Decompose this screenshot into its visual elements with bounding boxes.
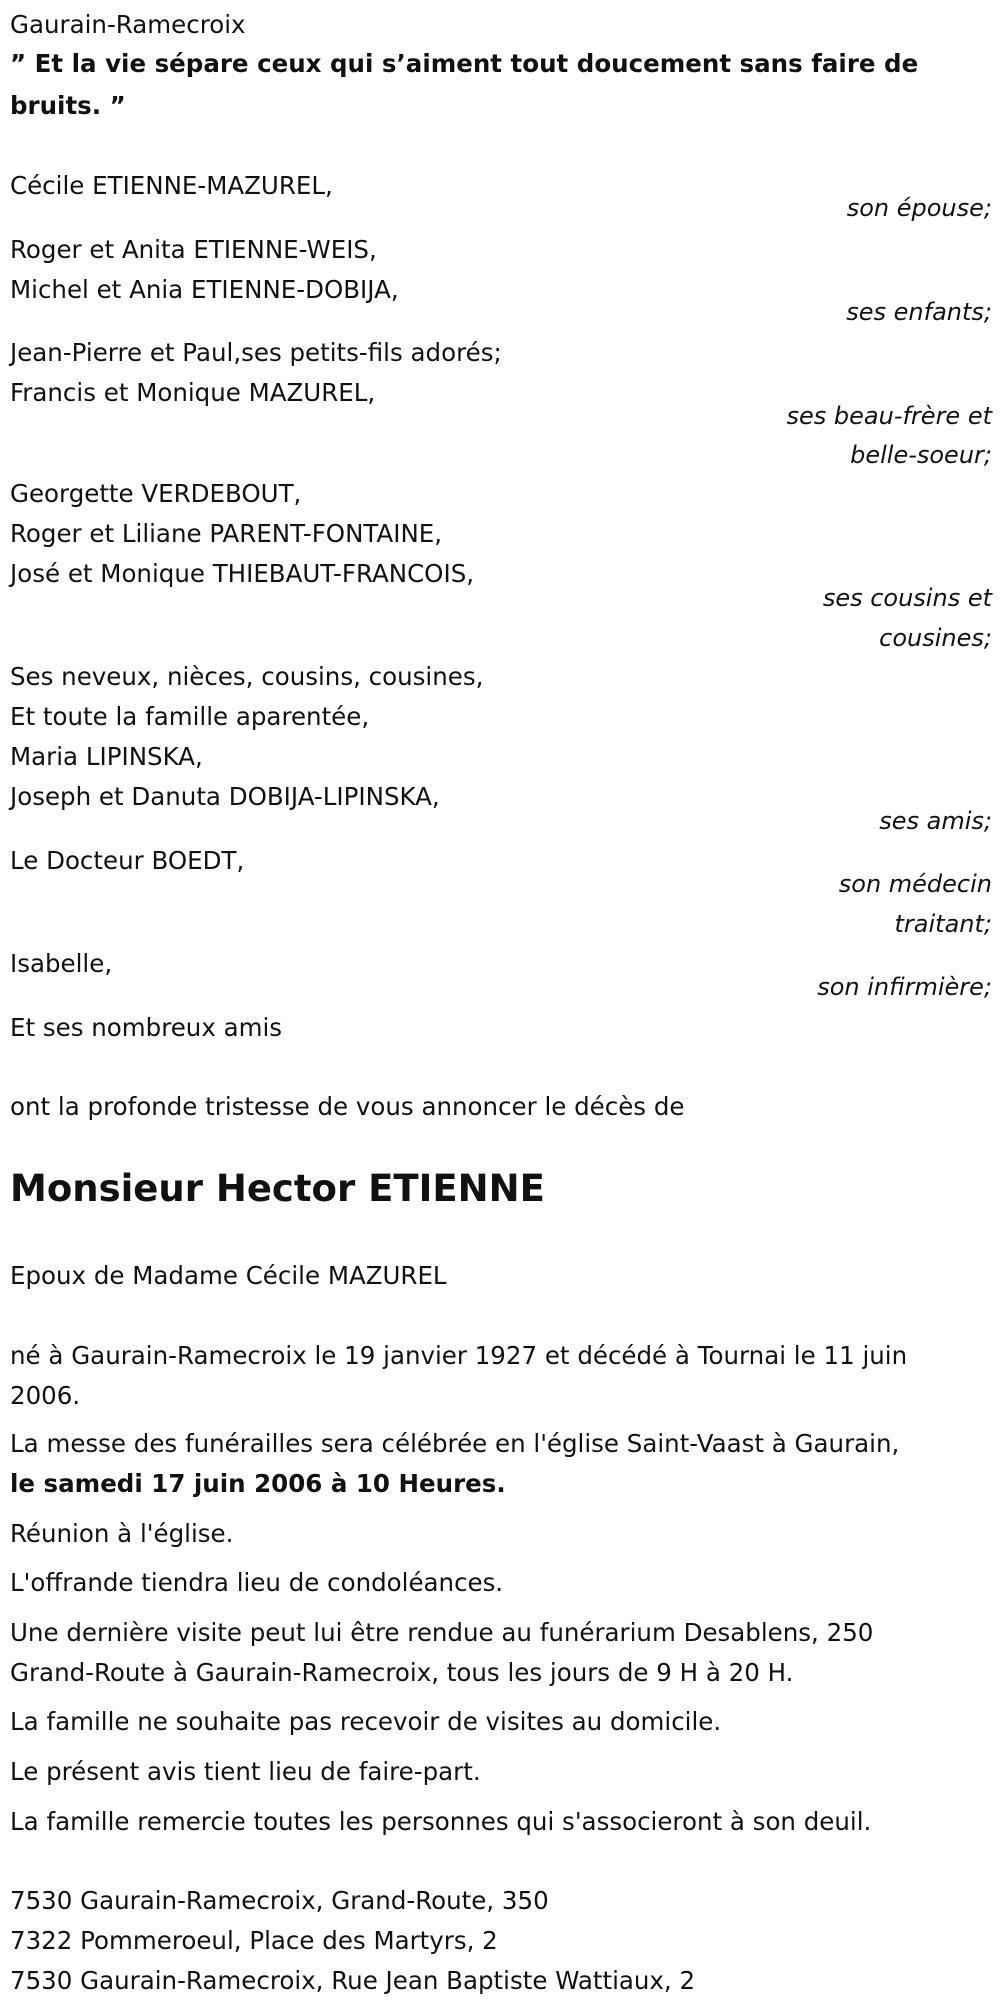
thanks-line: La famille remercie toutes les personnes qui s'associeront à son deuil.: [10, 1807, 872, 1836]
doctor-role-line-1: son médecin: [838, 870, 992, 898]
nurse-role: son infirmière;: [817, 973, 992, 1001]
cousins-role-line-1: ses cousins et: [822, 584, 992, 612]
quote-line-1: ” Et la vie sépare ceux qui s’aiment tout doucement sans faire de: [10, 49, 919, 78]
visit-line-2: Grand-Route à Gaurain-Ramecroix, tous les jours de 9 H à 20 H.: [10, 1658, 794, 1687]
meeting-line: Réunion à l'église.: [10, 1519, 234, 1548]
quote-line-2: bruits. ”: [10, 91, 126, 120]
notice-line: Le présent avis tient lieu de faire-part.: [10, 1757, 481, 1786]
others-line: Et ses nombreux amis: [10, 1013, 283, 1042]
address-line: 7322 Pommeroeul, Place des Martyrs, 2: [10, 1926, 498, 1955]
spouse-role: son épouse;: [846, 194, 992, 222]
spouse-name: Cécile ETIENNE-MAZUREL,: [10, 171, 333, 200]
cousins-line-1: Georgette VERDEBOUT,: [10, 479, 302, 508]
children-line-1: Roger et Anita ETIENNE-WEIS,: [10, 235, 377, 264]
doctor-line: Le Docteur BOEDT,: [10, 846, 245, 875]
birth-death-line-1: né à Gaurain-Ramecroix le 19 janvier 1927 et décédé à Tournai le 11 juin: [10, 1341, 908, 1370]
offering-line: L'offrande tiendra lieu de condoléances.: [10, 1568, 504, 1597]
spouse-of-line: Epoux de Madame Cécile MAZUREL: [10, 1261, 447, 1290]
friends-line-2: Joseph et Danuta DOBIJA-LIPINSKA,: [10, 782, 440, 811]
location-heading: Gaurain-Ramecroix: [10, 10, 246, 39]
inlaws-role-line-1: ses beau-frère et: [786, 402, 992, 430]
children-role: ses enfants;: [846, 298, 992, 326]
visit-line-1: Une dernière visite peut lui être rendue au funérarium Desablens, 250: [10, 1618, 874, 1647]
deceased-name: Monsieur Hector ETIENNE: [10, 1167, 545, 1210]
cousins-role-line-2: cousines;: [879, 624, 992, 652]
mass-date-time: le samedi 17 juin 2006 à 10 Heures.: [10, 1469, 506, 1498]
grandsons-line: Jean-Pierre et Paul,ses petits-fils adorés;: [10, 338, 502, 367]
announcement-intro: ont la profonde tristesse de vous annoncer le décès de: [10, 1092, 685, 1121]
birth-death-line-2: 2006.: [10, 1381, 81, 1410]
doctor-role-line-2: traitant;: [894, 910, 992, 938]
relatives-line-1: Ses neveux, nièces, cousins, cousines,: [10, 662, 484, 691]
nurse-line: Isabelle,: [10, 949, 113, 978]
inlaws-line: Francis et Monique MAZUREL,: [10, 378, 376, 407]
friends-role: ses amis;: [879, 807, 992, 835]
address-line: 7530 Gaurain-Ramecroix, Rue Jean Baptiste Wattiaux, 2: [10, 1966, 696, 1995]
cousins-line-3: José et Monique THIEBAUT-FRANCOIS,: [10, 559, 475, 588]
friends-line-1: Maria LIPINSKA,: [10, 742, 203, 771]
mass-line-1: La messe des funérailles sera célébrée en l'église Saint-Vaast à Gaurain,: [10, 1429, 900, 1458]
cousins-line-2: Roger et Liliane PARENT-FONTAINE,: [10, 519, 443, 548]
address-line: 7530 Gaurain-Ramecroix, Grand-Route, 350: [10, 1886, 549, 1915]
no-visits-line: La famille ne souhaite pas recevoir de visites au domicile.: [10, 1707, 722, 1736]
inlaws-role-line-2: belle-soeur;: [850, 441, 992, 469]
relatives-line-2: Et toute la famille aparentée,: [10, 702, 370, 731]
children-line-2: Michel et Ania ETIENNE-DOBIJA,: [10, 275, 399, 304]
